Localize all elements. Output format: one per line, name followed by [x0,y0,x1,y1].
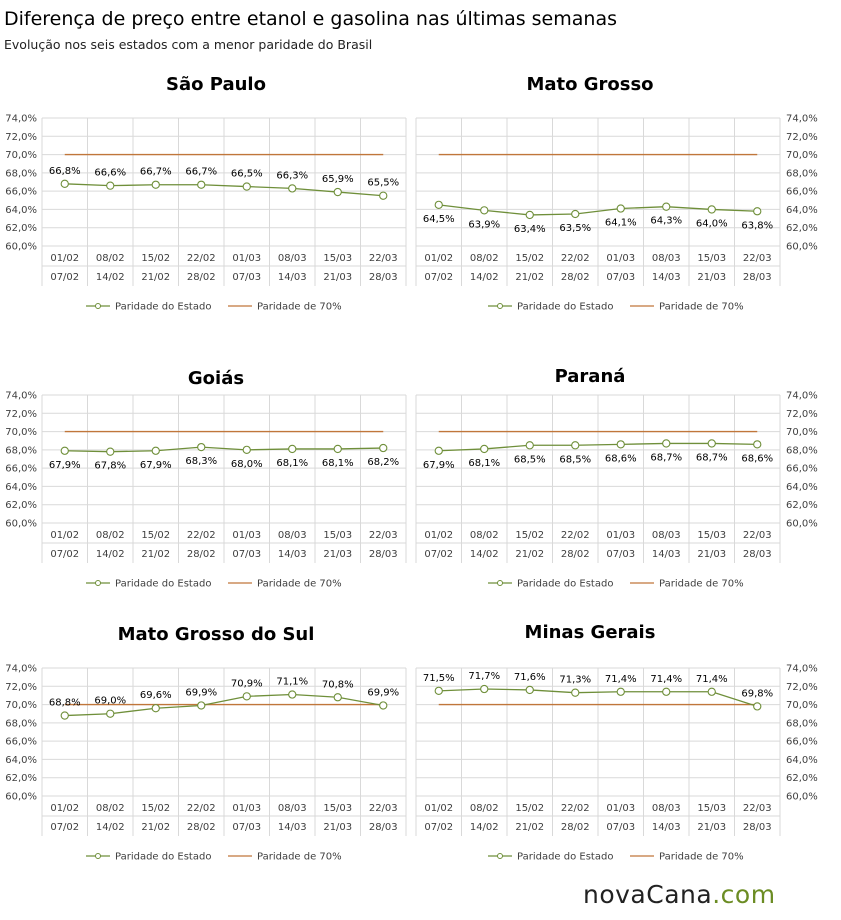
data-label: 68,5% [513,454,546,466]
x-tick-label-end: 28/03 [368,272,398,283]
y-tick-label: 66,0% [5,186,37,198]
data-label: 67,8% [94,460,127,472]
data-label: 68,0% [230,458,263,470]
y-tick-label: 68,0% [5,168,37,180]
x-tick-label-end: 07/03 [606,822,636,833]
data-label: 63,8% [741,220,774,232]
y-tick-label: 74,0% [786,663,818,675]
data-point [663,440,670,447]
data-point [617,441,624,448]
data-point [754,441,761,448]
data-point [435,447,442,454]
data-point [289,445,296,452]
x-tick-label-end: 14/02 [469,272,499,283]
y-tick-label: 72,0% [786,408,818,420]
x-tick-label-end: 07/02 [424,822,454,833]
x-tick-label-end: 21/02 [141,272,171,283]
data-point [617,205,624,212]
x-tick-label-start: 08/03 [651,253,681,264]
data-label: 63,4% [513,223,546,235]
data-point [243,183,250,190]
data-label: 66,5% [230,168,263,180]
x-tick-label-end: 14/03 [277,272,307,283]
y-tick-label: 60,0% [786,518,818,530]
data-point [481,685,488,692]
y-tick-label: 68,0% [5,718,37,730]
x-tick-label-end: 07/03 [606,272,636,283]
data-point [107,182,114,189]
legend-reference-label: Paridade de 70% [257,578,342,590]
x-tick-label-end: 14/03 [277,822,307,833]
data-label: 64,1% [604,217,637,229]
data-point [435,687,442,694]
data-label: 70,8% [321,679,354,691]
y-tick-label: 62,0% [5,500,37,512]
data-point [663,688,670,695]
x-tick-label-start: 22/02 [186,803,216,814]
y-tick-label: 60,0% [786,241,818,253]
x-tick-label-end: 07/03 [232,272,262,283]
data-label: 66,7% [185,166,218,178]
data-label: 68,1% [276,457,309,469]
x-tick-label-start: 08/03 [277,530,307,541]
legend-reference-label: Paridade de 70% [257,851,342,863]
data-label: 68,2% [367,457,400,469]
legend-state-label: Paridade do Estado [517,851,614,863]
x-tick-label-start: 22/03 [368,530,398,541]
y-tick-label: 70,0% [786,150,818,162]
x-tick-label-end: 28/03 [368,822,398,833]
x-tick-label-end: 28/02 [560,549,590,560]
x-tick-label-start: 08/03 [651,803,681,814]
data-label: 70,9% [230,678,263,690]
legend-state-swatch-marker [498,581,503,586]
x-tick-label-start: 01/02 [424,530,454,541]
x-tick-label-start: 08/02 [469,253,499,264]
x-tick-label-start: 22/02 [186,253,216,264]
data-label: 67,9% [422,459,455,471]
x-tick-label-start: 15/02 [141,253,171,264]
y-tick-label: 68,0% [786,718,818,730]
x-tick-label-end: 21/02 [141,549,171,560]
y-tick-label: 72,0% [5,408,37,420]
data-label: 68,1% [468,457,501,469]
x-tick-label-start: 22/03 [742,530,772,541]
y-tick-label: 60,0% [786,791,818,803]
data-label: 67,9% [48,459,81,471]
data-label: 71,7% [468,671,501,683]
data-label: 68,7% [695,452,728,464]
data-point [107,448,114,455]
data-label: 66,6% [94,167,127,179]
x-tick-label-end: 07/03 [232,549,262,560]
x-tick-label-end: 14/02 [95,549,125,560]
chart-panel-5 [5,624,406,863]
data-point [380,192,387,199]
y-tick-label: 70,0% [5,150,37,162]
y-tick-label: 72,0% [786,131,818,143]
data-point [243,693,250,700]
data-label: 65,5% [367,177,400,189]
x-tick-label-start: 15/03 [697,530,727,541]
data-point [152,447,159,454]
x-tick-label-end: 28/03 [368,549,398,560]
x-tick-label-end: 07/02 [424,272,454,283]
x-tick-label-start: 01/03 [232,253,262,264]
legend-state-swatch-marker [96,581,101,586]
y-tick-label: 60,0% [5,518,37,530]
y-tick-label: 68,0% [5,445,37,457]
x-tick-label-start: 15/02 [141,803,171,814]
y-tick-label: 74,0% [5,663,37,675]
x-tick-label-start: 22/03 [742,253,772,264]
x-tick-label-start: 01/03 [232,803,262,814]
data-point [617,688,624,695]
data-label: 71,4% [695,673,728,685]
y-tick-label: 72,0% [786,681,818,693]
x-tick-label-end: 28/02 [186,549,216,560]
x-tick-label-end: 14/02 [95,822,125,833]
logo-text: novaCana [583,880,713,909]
legend-state-label: Paridade do Estado [517,301,614,313]
y-tick-label: 68,0% [786,168,818,180]
data-point [708,688,715,695]
x-tick-label-end: 14/03 [277,549,307,560]
data-label: 71,4% [650,673,683,685]
y-tick-label: 66,0% [5,463,37,475]
x-tick-label-end: 21/02 [515,822,545,833]
data-label: 68,1% [321,457,354,469]
data-point [380,444,387,451]
data-label: 67,9% [139,459,172,471]
x-tick-label-start: 15/03 [323,253,353,264]
x-tick-label-end: 28/03 [742,272,772,283]
x-tick-label-end: 21/03 [697,549,727,560]
chart-panel-6 [416,622,818,863]
x-tick-label-start: 15/03 [323,803,353,814]
data-label: 71,1% [276,676,309,688]
data-label: 68,6% [741,453,774,465]
data-point [61,447,68,454]
x-tick-label-start: 08/03 [651,530,681,541]
data-point [380,702,387,709]
data-point [435,201,442,208]
x-tick-label-start: 22/03 [368,803,398,814]
y-tick-label: 64,0% [786,204,818,216]
data-point [481,445,488,452]
x-tick-label-end: 21/02 [515,272,545,283]
legend-state-label: Paridade do Estado [115,301,212,313]
y-tick-label: 64,0% [786,481,818,493]
data-label: 65,9% [321,174,354,186]
y-tick-label: 74,0% [5,113,37,125]
data-point [152,705,159,712]
x-tick-label-end: 14/03 [651,822,681,833]
x-tick-label-start: 01/03 [606,803,636,814]
data-label: 69,9% [185,687,218,699]
legend-reference-label: Paridade de 70% [659,578,744,590]
y-tick-label: 62,0% [786,773,818,785]
y-tick-label: 66,0% [786,186,818,198]
y-tick-label: 64,0% [5,481,37,493]
chart-title: Mato Grosso do Sul [117,624,315,645]
chart-title: São Paulo [166,74,266,95]
data-label: 71,5% [422,672,455,684]
chart-panel-1 [5,74,406,313]
data-point [663,203,670,210]
data-label: 71,3% [559,674,592,686]
x-tick-label-end: 07/02 [50,549,80,560]
data-point [708,440,715,447]
x-tick-label-end: 21/02 [141,822,171,833]
x-tick-label-start: 22/03 [742,803,772,814]
x-tick-label-end: 07/02 [424,549,454,560]
x-tick-label-start: 01/02 [50,530,80,541]
y-tick-label: 74,0% [786,113,818,125]
data-label: 71,4% [604,673,637,685]
data-label: 68,3% [185,456,218,468]
x-tick-label-end: 14/02 [95,272,125,283]
y-tick-label: 62,0% [786,223,818,235]
x-tick-label-end: 21/03 [323,549,353,560]
x-tick-label-end: 28/02 [186,272,216,283]
x-tick-label-start: 08/03 [277,803,307,814]
data-point [572,442,579,449]
data-point [243,446,250,453]
data-label: 68,8% [48,697,81,709]
x-tick-label-end: 14/03 [651,549,681,560]
x-tick-label-end: 28/02 [560,822,590,833]
page-subtitle: Evolução nos seis estados com a menor paridade do Brasil [4,37,373,52]
data-label: 63,9% [468,219,501,231]
data-point [334,188,341,195]
x-tick-label-start: 08/02 [95,253,125,264]
x-tick-label-start: 15/03 [697,803,727,814]
x-tick-label-start: 15/02 [515,253,545,264]
data-label: 69,6% [139,690,172,702]
x-tick-label-end: 07/02 [50,822,80,833]
data-point [107,710,114,717]
x-tick-label-start: 01/03 [606,530,636,541]
x-tick-label-end: 21/03 [323,272,353,283]
data-point [289,691,296,698]
page-title: Diferença de preço entre etanol e gasolina nas últimas semanas [4,8,617,30]
y-tick-label: 68,0% [786,445,818,457]
data-point [526,442,533,449]
data-point [152,181,159,188]
x-tick-label-start: 15/02 [515,803,545,814]
legend-reference-label: Paridade de 70% [659,301,744,313]
y-tick-label: 60,0% [5,241,37,253]
chart-panel-2 [416,74,818,313]
y-tick-label: 74,0% [786,390,818,402]
legend-state-label: Paridade do Estado [115,851,212,863]
y-tick-label: 60,0% [5,791,37,803]
x-tick-label-start: 08/02 [469,530,499,541]
data-label: 66,7% [139,166,172,178]
data-label: 64,0% [695,218,728,230]
data-point [198,181,205,188]
x-tick-label-start: 01/03 [606,253,636,264]
data-label: 69,0% [94,695,127,707]
data-point [754,703,761,710]
x-tick-label-start: 22/02 [560,803,590,814]
data-point [334,445,341,452]
x-tick-label-start: 15/02 [515,530,545,541]
y-tick-label: 64,0% [5,204,37,216]
data-label: 64,5% [422,213,455,225]
legend-state-swatch-marker [498,304,503,309]
data-label: 71,6% [513,671,546,683]
y-tick-label: 66,0% [5,736,37,748]
chart-title: Paraná [554,366,626,387]
novacana-logo [583,880,776,909]
y-tick-label: 66,0% [786,463,818,475]
x-tick-label-start: 15/03 [323,530,353,541]
y-tick-label: 70,0% [5,700,37,712]
x-tick-label-start: 22/02 [560,253,590,264]
data-point [526,686,533,693]
x-tick-label-end: 21/03 [697,822,727,833]
y-tick-label: 64,0% [786,754,818,766]
x-tick-label-start: 15/03 [697,253,727,264]
chart-panel-4 [416,366,818,590]
data-label: 66,8% [48,165,81,177]
x-tick-label-start: 01/02 [424,253,454,264]
x-tick-label-end: 28/02 [186,822,216,833]
x-tick-label-start: 01/02 [50,253,80,264]
data-point [61,180,68,187]
data-point [198,702,205,709]
x-tick-label-start: 22/03 [368,253,398,264]
x-tick-label-end: 21/03 [323,822,353,833]
data-label: 63,5% [559,223,592,234]
x-tick-label-start: 15/02 [141,530,171,541]
x-tick-label-start: 01/03 [232,530,262,541]
legend-state-label: Paridade do Estado [115,578,212,590]
x-tick-label-end: 07/03 [232,822,262,833]
chart-title: Minas Gerais [524,622,656,643]
data-point [334,694,341,701]
y-tick-label: 62,0% [5,223,37,235]
data-point [198,444,205,451]
legend-state-swatch-marker [96,854,101,859]
data-point [572,210,579,217]
y-tick-label: 72,0% [5,681,37,693]
data-point [754,208,761,215]
logo-domain: .com [712,880,776,909]
x-tick-label-end: 28/03 [742,822,772,833]
x-tick-label-end: 14/02 [469,822,499,833]
legend-state-label: Paridade do Estado [517,578,614,590]
data-point [708,206,715,213]
data-label: 69,9% [367,687,400,699]
x-tick-label-end: 21/03 [697,272,727,283]
data-label: 64,3% [650,215,683,227]
y-tick-label: 62,0% [786,500,818,512]
data-point [526,211,533,218]
x-tick-label-start: 01/02 [424,803,454,814]
legend-state-swatch-marker [96,304,101,309]
y-tick-label: 70,0% [786,700,818,712]
data-point [289,185,296,192]
y-tick-label: 64,0% [5,754,37,766]
x-tick-label-start: 01/02 [50,803,80,814]
x-tick-label-end: 07/03 [606,549,636,560]
y-tick-label: 70,0% [786,427,818,439]
x-tick-label-start: 22/02 [186,530,216,541]
data-point [481,207,488,214]
y-tick-label: 62,0% [5,773,37,785]
legend-reference-label: Paridade de 70% [257,301,342,313]
x-tick-label-end: 14/03 [651,272,681,283]
x-tick-label-end: 28/03 [742,549,772,560]
chart-title: Mato Grosso [526,74,654,95]
x-tick-label-end: 28/02 [560,272,590,283]
data-label: 66,3% [276,170,309,182]
data-point [61,712,68,719]
y-tick-label: 70,0% [5,427,37,439]
data-label: 68,5% [559,454,592,466]
data-point [572,689,579,696]
x-tick-label-start: 08/02 [469,803,499,814]
y-tick-label: 66,0% [786,736,818,748]
y-tick-label: 72,0% [5,131,37,143]
y-tick-label: 74,0% [5,390,37,402]
x-tick-label-start: 08/03 [277,253,307,264]
x-tick-label-start: 08/02 [95,530,125,541]
chart-panel-3 [5,368,406,590]
legend-state-swatch-marker [498,854,503,859]
x-tick-label-end: 14/02 [469,549,499,560]
x-tick-label-start: 08/02 [95,803,125,814]
x-tick-label-end: 21/02 [515,549,545,560]
data-label: 68,7% [650,452,683,464]
x-tick-label-end: 07/02 [50,272,80,283]
chart-title: Goiás [187,368,245,389]
data-label: 68,6% [604,453,637,465]
x-tick-label-start: 22/02 [560,530,590,541]
data-label: 69,8% [741,688,774,700]
legend-reference-label: Paridade de 70% [659,851,744,863]
